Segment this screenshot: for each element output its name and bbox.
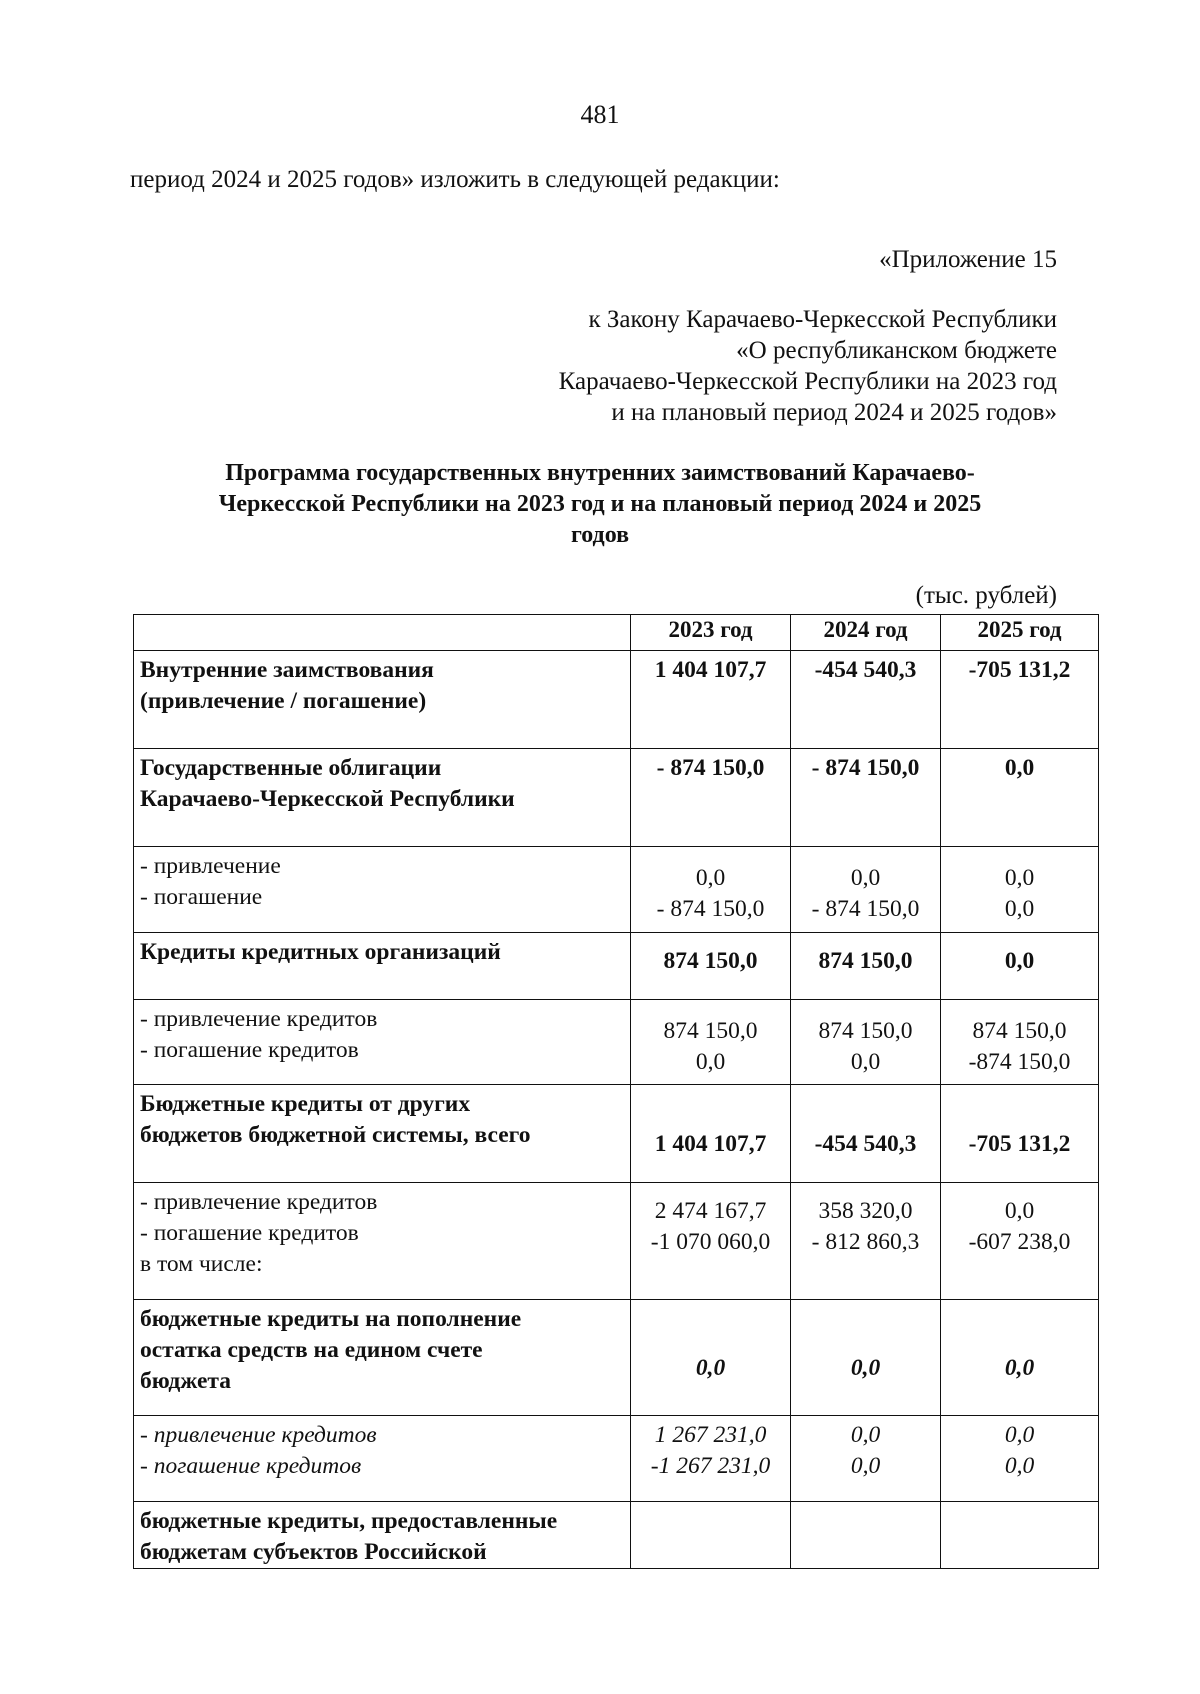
- value: 0,0: [695, 1355, 726, 1382]
- value: 0,0: [1004, 865, 1035, 892]
- row-label: - привлечение кредитов: [140, 1005, 378, 1032]
- table-row: [134, 1085, 1099, 1183]
- value: 0,0: [850, 1453, 881, 1480]
- row-label: Внутренние заимствования: [140, 657, 434, 683]
- value-cell-2024: [791, 932, 941, 999]
- row-label: Бюджетные кредиты от других: [140, 1091, 471, 1118]
- value: 358 320,0: [818, 1198, 913, 1225]
- value: 0,0: [1004, 947, 1035, 974]
- row-label-cell: [134, 1183, 631, 1300]
- annex-line: к Закону Карачаево-Черкесской Республики: [588, 306, 1057, 333]
- value: 874 150,0: [818, 947, 913, 974]
- value-cell-2023: [631, 932, 791, 999]
- value: 1 267 231,0: [654, 1422, 767, 1449]
- value-cell-2024: [791, 1183, 941, 1300]
- value-cell-2025: [941, 749, 1099, 847]
- value: -874 150,0: [968, 1048, 1071, 1075]
- header-2025: 2025 год: [941, 615, 1099, 651]
- table-row: [134, 1183, 1099, 1300]
- units-label: (тыс. рублей): [915, 582, 1057, 609]
- annex-subtitle: [357, 304, 1057, 428]
- row-label-cell: [134, 651, 631, 749]
- value: 0,0: [1004, 755, 1035, 781]
- borrowing-program-table: [133, 614, 1099, 1569]
- row-label: бюджетные кредиты, предоставленные: [140, 1507, 558, 1534]
- value: 0,0: [850, 1355, 881, 1382]
- value-cell-2025: [941, 1085, 1099, 1183]
- value: 2 474 167,7: [654, 1198, 767, 1225]
- value: 874 150,0: [663, 947, 758, 974]
- row-label: Карачаево-Черкесской Республики: [140, 786, 515, 812]
- annex-title: «Приложение 15: [879, 246, 1057, 273]
- value-cell-2024: [791, 1085, 941, 1183]
- row-label: (привлечение / погашение): [140, 688, 427, 714]
- table-row: [134, 651, 1099, 749]
- row-label: Кредиты кредитных организаций: [140, 938, 501, 965]
- table-body: [134, 651, 1099, 1569]
- value-cell-2024: [791, 1299, 941, 1416]
- row-label-cell: [134, 1085, 631, 1183]
- header-name: [134, 615, 631, 651]
- annex-line: Карачаево-Черкесской Республики на 2023 год: [558, 368, 1057, 395]
- value: 874 150,0: [663, 1017, 758, 1044]
- table-row: [134, 749, 1099, 847]
- value: -705 131,2: [968, 657, 1071, 683]
- value-cell-2024: [791, 1501, 941, 1568]
- row-label: - погашение кредитов: [140, 1220, 359, 1247]
- row-label: - привлечение: [140, 853, 281, 879]
- row-label: - погашение: [140, 884, 263, 910]
- intro-text: период 2024 и 2025 годов» изложить в следующей редакции:: [130, 166, 780, 193]
- value: 0,0: [1004, 1355, 1035, 1382]
- row-label-cell: [134, 847, 631, 933]
- title-line: годов: [570, 522, 630, 548]
- value: 0,0: [1004, 1422, 1035, 1449]
- annex-line: «О республиканском бюджете: [736, 337, 1057, 364]
- table-row: [134, 1416, 1099, 1502]
- value: -607 238,0: [968, 1229, 1071, 1256]
- value-cell-2023: [631, 749, 791, 847]
- table-row: [134, 847, 1099, 933]
- row-label: в том числе:: [140, 1251, 263, 1278]
- row-label: остатка средств на едином счете: [140, 1336, 483, 1363]
- value: - 874 150,0: [656, 755, 765, 781]
- row-label-cell: [134, 749, 631, 847]
- value-cell-2023: [631, 1299, 791, 1416]
- value-cell-2025: [941, 1416, 1099, 1502]
- value-cell-2024: [791, 999, 941, 1085]
- row-label-cell: [134, 1416, 631, 1502]
- value: - 874 150,0: [656, 896, 765, 923]
- value-cell-2023: [631, 847, 791, 933]
- value: 0,0: [1004, 896, 1035, 923]
- row-label-cell: [134, 1299, 631, 1416]
- value-cell-2025: [941, 999, 1099, 1085]
- row-label: - привлечение кредитов: [140, 1189, 378, 1216]
- table-row: [134, 932, 1099, 999]
- header-2024: 2024 год: [791, 615, 941, 651]
- value-cell-2023: [631, 651, 791, 749]
- row-label-cell: [134, 999, 631, 1085]
- value-cell-2025: [941, 1299, 1099, 1416]
- page-number: 481: [580, 100, 620, 129]
- value-cell-2024: [791, 1416, 941, 1502]
- row-label: - погашение кредитов: [140, 1036, 359, 1063]
- value: -454 540,3: [814, 657, 917, 683]
- header-2023: 2023 год: [631, 615, 791, 651]
- table-row: [134, 1299, 1099, 1416]
- value: - 874 150,0: [811, 755, 920, 781]
- table-row: [134, 1501, 1099, 1568]
- value: 1 404 107,7: [654, 657, 767, 683]
- value-cell-2023: [631, 1183, 791, 1300]
- value: -1 070 060,0: [650, 1229, 771, 1256]
- row-label: - погашение кредитов: [140, 1453, 362, 1480]
- row-label: бюджетные кредиты на пополнение: [140, 1305, 522, 1332]
- value-cell-2025: [941, 1501, 1099, 1568]
- value: -454 540,3: [814, 1131, 917, 1158]
- value: 1 404 107,7: [654, 1131, 767, 1158]
- document-title: [130, 458, 1070, 551]
- value-cell-2025: [941, 932, 1099, 999]
- value-cell-2023: [631, 999, 791, 1085]
- value-cell-2023: [631, 1416, 791, 1502]
- value: 874 150,0: [972, 1017, 1067, 1044]
- row-label: бюджетов бюджетной системы, всего: [140, 1122, 531, 1149]
- value-cell-2025: [941, 1183, 1099, 1300]
- value: -1 267 231,0: [650, 1453, 771, 1480]
- value: - 812 860,3: [811, 1229, 920, 1256]
- value: 0,0: [850, 865, 881, 892]
- title-line: Черкесской Республики на 2023 год и на плановый период 2024 и 2025: [218, 491, 982, 517]
- value: 0,0: [695, 865, 726, 892]
- table-row: [134, 999, 1099, 1085]
- annex-line: и на плановый период 2024 и 2025 годов»: [611, 399, 1057, 426]
- title-line: Программа государственных внутренних заимствований Карачаево-: [225, 460, 975, 486]
- value: 0,0: [850, 1422, 881, 1449]
- row-label: бюджета: [140, 1367, 231, 1394]
- row-label: - привлечение кредитов: [140, 1422, 377, 1449]
- value: 0,0: [850, 1048, 881, 1075]
- table-header-row: [134, 615, 1099, 651]
- row-label-cell: [134, 1501, 631, 1568]
- row-label: бюджетам субъектов Российской: [140, 1538, 487, 1565]
- value: 0,0: [695, 1048, 726, 1075]
- value-cell-2023: [631, 1501, 791, 1568]
- value-cell-2023: [631, 1085, 791, 1183]
- value-cell-2024: [791, 847, 941, 933]
- value: 0,0: [1004, 1453, 1035, 1480]
- value-cell-2024: [791, 651, 941, 749]
- value: 0,0: [1004, 1198, 1035, 1225]
- value: 874 150,0: [818, 1017, 913, 1044]
- row-label: Государственные облигации: [140, 755, 442, 781]
- row-label-cell: [134, 932, 631, 999]
- value-cell-2025: [941, 847, 1099, 933]
- value-cell-2024: [791, 749, 941, 847]
- value: - 874 150,0: [811, 896, 920, 923]
- value-cell-2025: [941, 651, 1099, 749]
- value: -705 131,2: [968, 1131, 1071, 1158]
